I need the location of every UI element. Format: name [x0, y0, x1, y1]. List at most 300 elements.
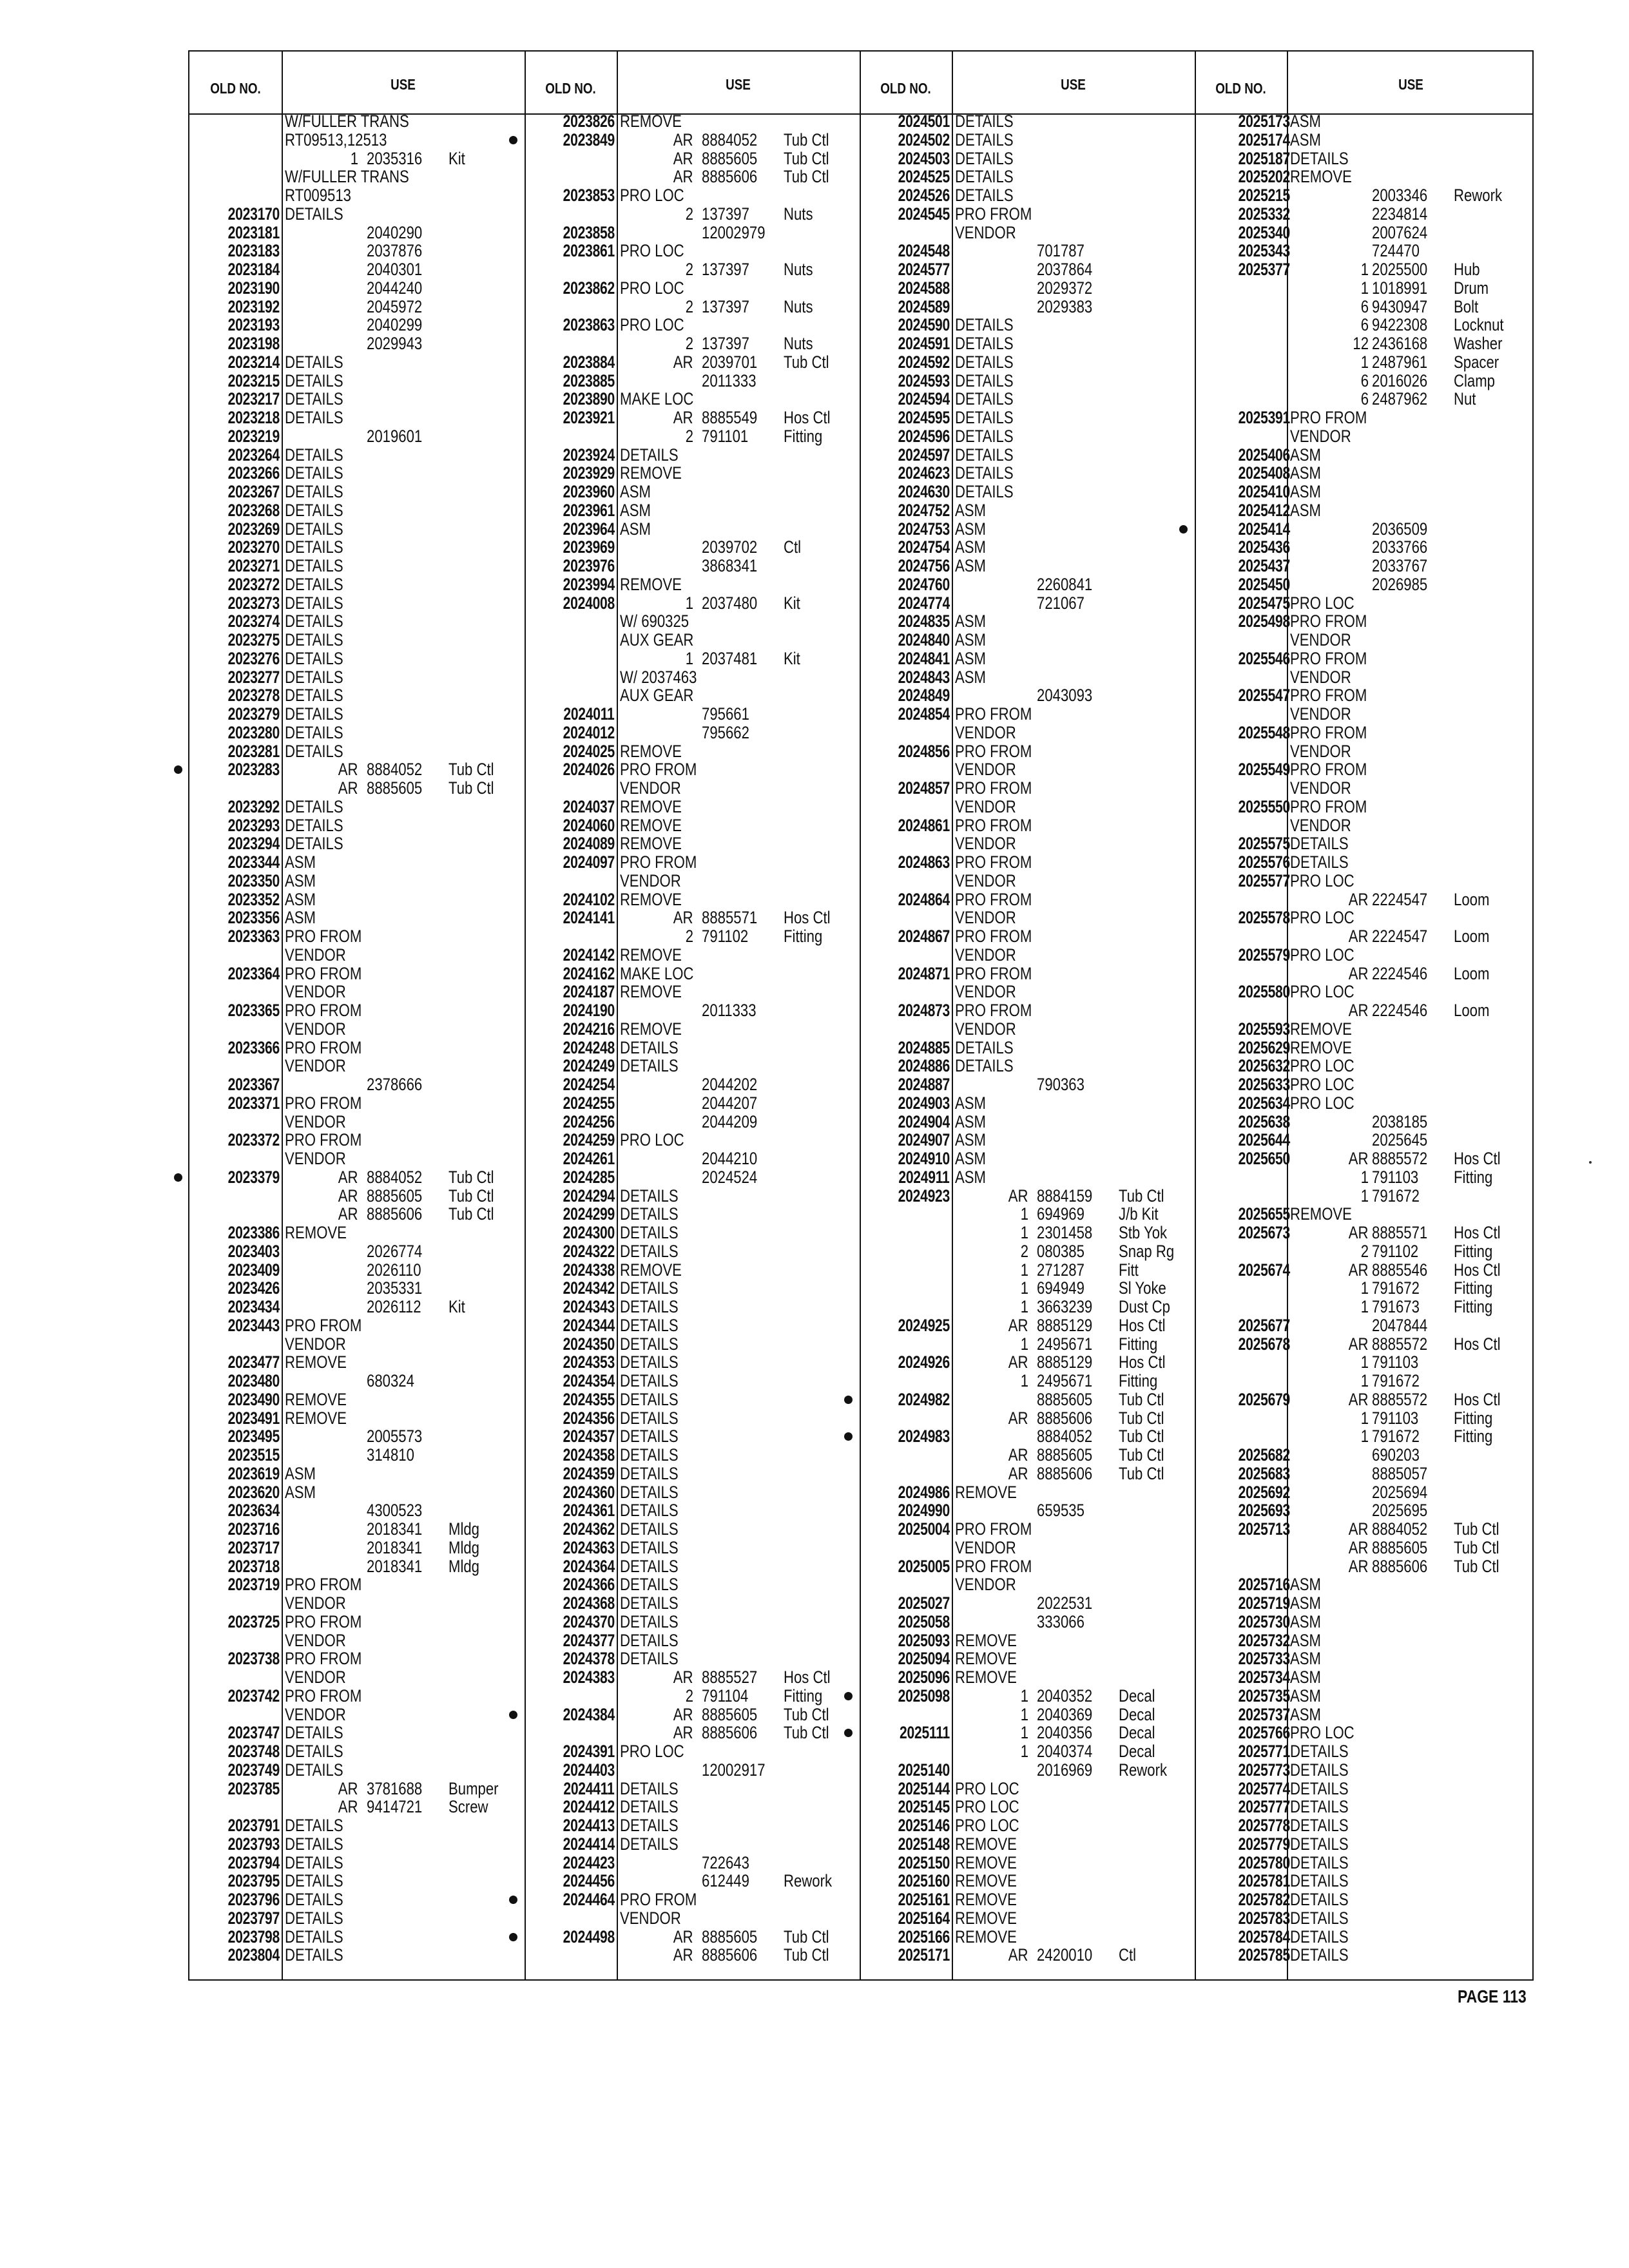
- table-row: [1195, 1761, 1535, 1780]
- part-number: 724470: [1372, 241, 1420, 261]
- table-row: [525, 1854, 860, 1872]
- old-number: 2024990: [898, 1501, 950, 1521]
- qty: 2: [685, 1686, 693, 1706]
- table-row: [189, 853, 525, 872]
- old-number: 2024254: [563, 1075, 615, 1094]
- use-text: VENDOR: [285, 1056, 346, 1076]
- part-number: 2495671: [1037, 1334, 1093, 1354]
- part-number: 2026774: [367, 1241, 423, 1261]
- table-row: [860, 612, 1195, 631]
- table-row: [525, 316, 860, 334]
- table-row: [189, 872, 525, 890]
- table-row: [860, 1631, 1195, 1650]
- use-text: PRO FROM: [955, 889, 1032, 909]
- old-number: 2023858: [563, 222, 615, 242]
- old-number: 2024630: [898, 482, 950, 501]
- use-text: VENDOR: [955, 1019, 1016, 1039]
- table-row: [525, 298, 860, 316]
- use-text: PRO LOC: [620, 278, 684, 298]
- table-row: [860, 372, 1195, 390]
- part-number: 2016969: [1037, 1760, 1093, 1780]
- table-row: [860, 1742, 1195, 1761]
- old-number: 2025436: [1238, 537, 1290, 557]
- part-description: Decal: [1119, 1723, 1155, 1743]
- qty: AR: [673, 1704, 693, 1724]
- use-text: PRO FROM: [955, 704, 1032, 724]
- use-text: PRO FROM: [285, 1001, 362, 1020]
- part-description: J/b Kit: [1119, 1204, 1159, 1224]
- part-number: 2378666: [367, 1075, 423, 1094]
- qty: AR: [1349, 889, 1369, 909]
- use-text: W/FULLER TRANS: [285, 111, 409, 131]
- old-number: 2023274: [227, 611, 280, 631]
- old-number: 2025161: [898, 1890, 950, 1909]
- use-text: VENDOR: [285, 1667, 346, 1687]
- old-number: 2025579: [1238, 945, 1290, 965]
- old-number: 2025549: [1238, 760, 1290, 780]
- part-number: 2495671: [1037, 1371, 1093, 1390]
- old-number: 2025650: [1238, 1149, 1290, 1168]
- table-row: [860, 1557, 1195, 1576]
- use-text: DETAILS: [620, 1445, 679, 1465]
- part-description: Fitting: [1119, 1334, 1158, 1354]
- old-number: 2024366: [563, 1575, 615, 1595]
- part-number: 8885606: [702, 167, 758, 187]
- old-number: 2023266: [227, 463, 280, 483]
- qty: AR: [1008, 1445, 1028, 1465]
- table-row: [1195, 168, 1535, 186]
- use-text: REMOVE: [620, 741, 682, 761]
- use-text: DETAILS: [1290, 852, 1349, 872]
- table-row: [525, 372, 860, 390]
- use-text: DETAILS: [955, 334, 1014, 353]
- old-number: 2023749: [227, 1760, 280, 1780]
- qty: AR: [1008, 1186, 1028, 1206]
- use-text: DETAILS: [285, 815, 343, 835]
- use-text: DETAILS: [620, 1649, 679, 1669]
- table-row: [189, 260, 525, 279]
- old-number: 2025145: [898, 1797, 950, 1817]
- old-number: 2025693: [1238, 1501, 1290, 1521]
- part-description: Fitting: [1454, 1241, 1493, 1261]
- table-row: [860, 983, 1195, 1001]
- table-row: [860, 1353, 1195, 1372]
- part-description: Hos Ctl: [1454, 1149, 1501, 1168]
- use-text: DETAILS: [285, 741, 343, 761]
- table-row: [189, 1649, 525, 1668]
- bullet-marker: [174, 1173, 182, 1182]
- old-number: 2025779: [1238, 1834, 1290, 1854]
- table-row: [860, 186, 1195, 205]
- use-text: DETAILS: [285, 611, 343, 631]
- table-row: [1195, 1242, 1535, 1261]
- use-text: REMOVE: [285, 1389, 347, 1409]
- table-row: [1195, 1316, 1535, 1335]
- table-row: [189, 1427, 525, 1446]
- table-row: [525, 927, 860, 946]
- use-text: ASM: [955, 556, 986, 575]
- old-number: 2025171: [898, 1945, 950, 1965]
- use-text: DETAILS: [620, 1315, 679, 1335]
- old-number: 2024364: [563, 1556, 615, 1576]
- old-number: 2023849: [563, 130, 615, 149]
- old-number: 2023193: [227, 315, 280, 335]
- table-row: [1195, 965, 1535, 983]
- table-row: [189, 1261, 525, 1280]
- use-text: VENDOR: [620, 778, 681, 798]
- table-row: [860, 1131, 1195, 1149]
- use-text: DETAILS: [955, 148, 1014, 168]
- table-row: [525, 1501, 860, 1520]
- old-number: 2024577: [898, 260, 950, 279]
- old-number: 2023292: [227, 796, 280, 816]
- table-row: [860, 798, 1195, 816]
- table-row: [189, 612, 525, 631]
- part-description: Hos Ctl: [1454, 1334, 1501, 1354]
- part-description: Loom: [1454, 1001, 1490, 1020]
- part-description: Stb Yok: [1119, 1223, 1168, 1242]
- table-row: [189, 520, 525, 539]
- old-number: 2023270: [227, 537, 280, 557]
- table-row: [860, 853, 1195, 872]
- part-number: 791673: [1372, 1297, 1420, 1316]
- old-number: 2023170: [227, 204, 280, 224]
- part-description: Nuts: [784, 334, 813, 353]
- table-row: [525, 705, 860, 724]
- old-number: 2025781: [1238, 1871, 1290, 1891]
- part-number: 2040352: [1037, 1686, 1093, 1706]
- part-description: Screw: [448, 1797, 488, 1817]
- use-text: DETAILS: [620, 1519, 679, 1539]
- use-text: DETAILS: [285, 352, 343, 372]
- qty: AR: [1349, 1223, 1369, 1242]
- old-number: 2023863: [563, 315, 615, 335]
- use-text: DETAILS: [620, 1334, 679, 1354]
- table-row: [525, 1149, 860, 1168]
- old-number: 2024595: [898, 408, 950, 427]
- old-number: 2024545: [898, 204, 950, 224]
- qty: AR: [1349, 1389, 1369, 1409]
- old-number: 2025174: [1238, 130, 1290, 149]
- qty: 2: [685, 204, 693, 224]
- old-number: 2023791: [227, 1816, 280, 1835]
- old-number: 2025391: [1238, 408, 1290, 427]
- old-number: 2023198: [227, 334, 280, 353]
- use-text: REMOVE: [620, 574, 682, 594]
- table-row: [860, 668, 1195, 687]
- use-text: DETAILS: [285, 1852, 343, 1872]
- use-text: DETAILS: [620, 1056, 679, 1076]
- part-number: 2029383: [1037, 296, 1093, 316]
- table-row: [189, 1706, 525, 1724]
- use-text: PRO FROM: [620, 1890, 697, 1909]
- old-number: 2024591: [898, 334, 950, 353]
- header-old-no: OLD NO.: [880, 80, 931, 97]
- use-text: REMOVE: [1290, 1204, 1352, 1224]
- qty: 1: [1020, 1278, 1028, 1298]
- table-row: [860, 316, 1195, 334]
- table-row: [189, 1854, 525, 1872]
- old-number: 2023717: [227, 1537, 280, 1557]
- old-number: 2024982: [898, 1389, 950, 1409]
- old-number: 2024589: [898, 296, 950, 316]
- part-number: 791102: [702, 927, 749, 946]
- old-number: 2024864: [898, 889, 950, 909]
- use-text: ASM: [620, 519, 651, 539]
- table-row: [1195, 205, 1535, 224]
- use-text: PRO LOC: [1290, 1093, 1354, 1113]
- use-text: VENDOR: [955, 1575, 1016, 1595]
- part-description: Tub Ctl: [784, 352, 829, 372]
- old-number: 2023795: [227, 1871, 280, 1891]
- part-description: Nuts: [784, 204, 813, 224]
- old-number: 2024413: [563, 1816, 615, 1835]
- table-row: [525, 1780, 860, 1798]
- table-row: [189, 1909, 525, 1928]
- old-number: 2024588: [898, 278, 950, 298]
- part-number: 2040369: [1037, 1704, 1093, 1724]
- part-description: Tub Ctl: [1454, 1556, 1499, 1576]
- use-text: VENDOR: [285, 1019, 346, 1039]
- use-text: PRO LOC: [620, 241, 684, 261]
- old-number: 2023929: [563, 463, 615, 483]
- old-number: 2025683: [1238, 1463, 1290, 1483]
- qty: AR: [673, 1723, 693, 1743]
- part-number: 694949: [1037, 1278, 1084, 1298]
- part-number: 8885605: [1037, 1389, 1093, 1409]
- use-text: DETAILS: [285, 1723, 343, 1743]
- old-number: 2023785: [227, 1778, 280, 1798]
- old-number: 2024353: [563, 1352, 615, 1372]
- use-text: DETAILS: [285, 1927, 343, 1946]
- table-row: [189, 1501, 525, 1520]
- old-number: 2024867: [898, 927, 950, 946]
- qty: AR: [338, 778, 358, 798]
- use-text: REMOVE: [620, 889, 682, 909]
- table-row: [1195, 1075, 1535, 1094]
- table-row: [189, 408, 525, 427]
- old-number: 2024856: [898, 741, 950, 761]
- part-number: 2033766: [1372, 537, 1428, 557]
- old-number: 2023219: [227, 426, 280, 446]
- old-number: 2023409: [227, 1260, 280, 1280]
- use-text: DETAILS: [620, 1630, 679, 1650]
- old-number: 2023716: [227, 1519, 280, 1539]
- old-number: 2025340: [1238, 222, 1290, 242]
- part-description: Fitting: [1454, 1427, 1493, 1446]
- use-text: VENDOR: [955, 722, 1016, 742]
- part-description: Tub Ctl: [784, 1927, 829, 1946]
- use-text: MAKE LOC: [620, 963, 694, 983]
- table-row: [1195, 853, 1535, 872]
- old-number: 2024903: [898, 1093, 950, 1113]
- use-text: DETAILS: [620, 1389, 679, 1409]
- old-number: 2025093: [898, 1630, 950, 1650]
- part-description: Kit: [448, 1297, 465, 1316]
- old-number: 2024361: [563, 1501, 615, 1521]
- part-number: 2044207: [702, 1093, 758, 1113]
- use-text: AUX GEAR: [620, 630, 694, 649]
- use-text: DETAILS: [955, 408, 1014, 427]
- use-text: DETAILS: [620, 1427, 679, 1446]
- old-number: 2024835: [898, 611, 950, 631]
- qty: 6: [1360, 315, 1369, 335]
- table-row: [860, 334, 1195, 353]
- table-row: [525, 1890, 860, 1909]
- use-text: DETAILS: [955, 463, 1014, 483]
- part-description: Tub Ctl: [448, 1186, 494, 1206]
- part-number: 2044209: [702, 1111, 758, 1131]
- old-number: 2023264: [227, 445, 280, 465]
- bullet-marker: [844, 1396, 853, 1404]
- use-text: REMOVE: [955, 1852, 1017, 1872]
- qty: AR: [1349, 963, 1369, 983]
- table-row: [1195, 242, 1535, 260]
- table-row: [1195, 1668, 1535, 1687]
- qty: AR: [1349, 1519, 1369, 1539]
- table-row: [860, 1446, 1195, 1465]
- use-text: REMOVE: [285, 1352, 347, 1372]
- part-number: 2224547: [1372, 927, 1428, 946]
- table-row: [1195, 1020, 1535, 1039]
- table-row: [860, 1298, 1195, 1316]
- old-number: 2025678: [1238, 1334, 1290, 1354]
- table-row: [860, 908, 1195, 927]
- qty: 1: [1360, 1167, 1369, 1187]
- use-text: DETAILS: [1290, 1760, 1349, 1780]
- table-row: [860, 1168, 1195, 1187]
- part-number: 721067: [1037, 593, 1084, 613]
- part-description: Tub Ctl: [448, 760, 494, 780]
- use-text: REMOVE: [620, 463, 682, 483]
- old-number: 2024249: [563, 1056, 615, 1076]
- qty: 2: [1360, 1241, 1369, 1261]
- table-row: [189, 1613, 525, 1631]
- table-column-4: [1195, 112, 1535, 1965]
- use-text: DETAILS: [285, 796, 343, 816]
- part-number: 2016026: [1372, 370, 1428, 390]
- old-number: 2025098: [898, 1686, 950, 1706]
- old-number: 2024756: [898, 556, 950, 575]
- qty: AR: [673, 148, 693, 168]
- use-text: PRO FROM: [285, 1686, 362, 1706]
- table-row: [525, 390, 860, 408]
- old-number: 2023890: [563, 389, 615, 409]
- qty: 1: [685, 648, 693, 668]
- table-row: [525, 1742, 860, 1761]
- old-number: 2023742: [227, 1686, 280, 1706]
- table-row: [1195, 1335, 1535, 1354]
- part-description: Fitting: [1454, 1167, 1493, 1187]
- part-description: Washer: [1454, 334, 1503, 353]
- table-row: [860, 965, 1195, 983]
- use-text: REMOVE: [955, 1482, 1017, 1502]
- table-row: [860, 1390, 1195, 1409]
- old-number: 2023426: [227, 1278, 280, 1298]
- table-row: [189, 575, 525, 594]
- table-row: [525, 538, 860, 557]
- table-row: [525, 1706, 860, 1724]
- table-row: [1195, 983, 1535, 1001]
- qty: 1: [1020, 1223, 1028, 1242]
- part-description: Tub Ctl: [1454, 1519, 1499, 1539]
- old-number: 2024753: [898, 519, 950, 539]
- table-row: [189, 1335, 525, 1354]
- old-number: 2025547: [1238, 686, 1290, 706]
- table-row: [1195, 631, 1535, 649]
- qty: 2: [685, 426, 693, 446]
- part-number: 791103: [1372, 1408, 1419, 1428]
- table-row: [1195, 1113, 1535, 1131]
- part-description: Fitting: [1454, 1408, 1493, 1428]
- table-row: [525, 724, 860, 742]
- use-text: PRO FROM: [955, 1519, 1032, 1539]
- use-text: PRO FROM: [1290, 760, 1367, 780]
- use-text: DETAILS: [285, 463, 343, 483]
- table-row: [860, 1928, 1195, 1946]
- old-number: 2025638: [1238, 1111, 1290, 1131]
- table-row: [525, 1909, 860, 1928]
- old-number: 2024907: [898, 1130, 950, 1150]
- table-row: [525, 1113, 860, 1131]
- qty: 1: [1360, 260, 1369, 279]
- use-text: VENDOR: [285, 1334, 346, 1354]
- table-row: [189, 112, 525, 131]
- table-row: [1195, 298, 1535, 316]
- table-row: [860, 242, 1195, 260]
- old-number: 2024190: [563, 1001, 615, 1020]
- part-number: 2035316: [367, 148, 423, 168]
- qty: 1: [1360, 1297, 1369, 1316]
- part-description: Drum: [1454, 278, 1489, 298]
- table-row: [1195, 1446, 1535, 1465]
- table-row: [525, 1483, 860, 1502]
- old-number: 2023367: [227, 1075, 280, 1094]
- old-number: 2025215: [1238, 186, 1290, 205]
- table-row: [1195, 1279, 1535, 1298]
- part-number: 2039702: [702, 537, 758, 557]
- table-row: [1195, 112, 1535, 131]
- qty: 1: [1360, 352, 1369, 372]
- use-text: W/ 690325: [620, 611, 689, 631]
- table-row: [189, 538, 525, 557]
- part-description: Kit: [448, 148, 465, 168]
- table-row: [525, 575, 860, 594]
- table-row: [860, 649, 1195, 668]
- qty: 1: [1360, 1352, 1369, 1372]
- old-number: 2025673: [1238, 1223, 1290, 1242]
- qty: AR: [673, 167, 693, 187]
- table-row: [525, 1187, 860, 1206]
- use-text: REMOVE: [955, 1630, 1017, 1650]
- part-description: Tub Ctl: [784, 130, 829, 149]
- use-text: DETAILS: [955, 186, 1014, 205]
- part-number: 791102: [1372, 1241, 1419, 1261]
- part-number: 795661: [702, 704, 749, 724]
- use-text: W/ 2037463: [620, 667, 697, 687]
- old-number: 2023192: [227, 296, 280, 316]
- use-text: DETAILS: [1290, 1742, 1349, 1761]
- qty: 1: [1360, 278, 1369, 298]
- qty: AR: [1349, 927, 1369, 946]
- part-description: Hos Ctl: [1119, 1315, 1166, 1335]
- use-text: PRO FROM: [955, 778, 1032, 798]
- old-number: 2023793: [227, 1834, 280, 1854]
- use-text: DETAILS: [620, 1223, 679, 1242]
- qty: AR: [1349, 1149, 1369, 1168]
- old-number: 2023267: [227, 482, 280, 501]
- part-number: 2024524: [702, 1167, 758, 1187]
